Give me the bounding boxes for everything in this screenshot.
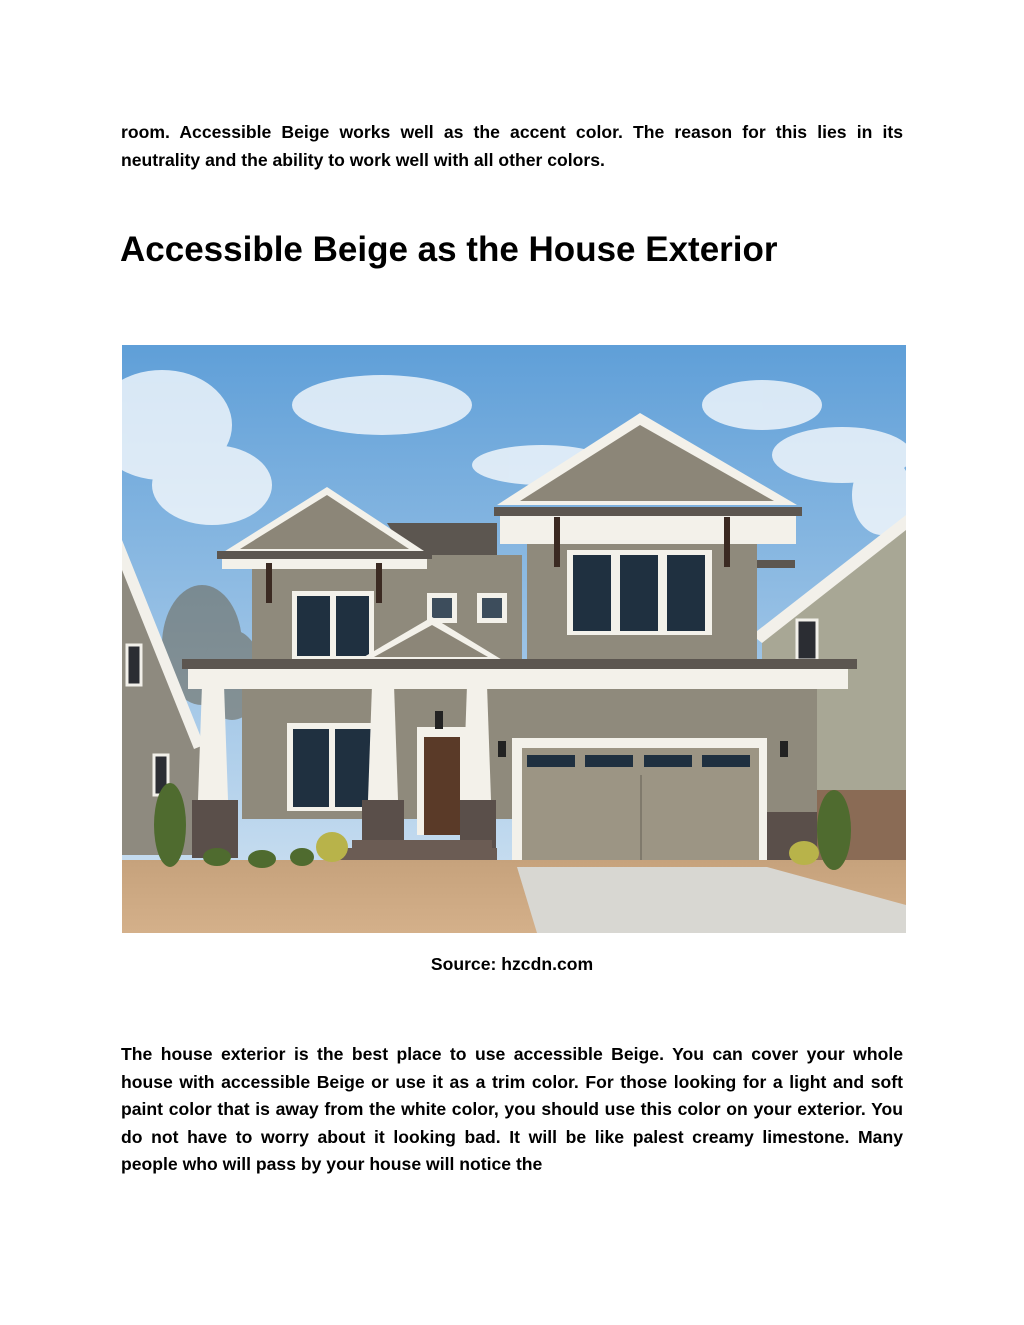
image-caption: Source: hzcdn.com xyxy=(430,954,594,974)
body-paragraph: The house exterior is the best place to use accessible Beige. You can cover your whole house with accessible Beige or use it as a trim color. For those looking for a light and soft paint color that is away from the white color, you should use this color on your exterior. You do not have to worry about it looking bad. It will be like palest creamy limestone. Many people who will pass by your house will notice the xyxy=(121,1044,903,1175)
section-heading: Accessible Beige as the House Exterior xyxy=(120,230,778,269)
intro-paragraph: room. Accessible Beige works well as the accent color. The reason for this lies in its neutrality and the ability to work well with all other colors. xyxy=(121,122,903,170)
house-exterior-photo xyxy=(122,345,906,933)
